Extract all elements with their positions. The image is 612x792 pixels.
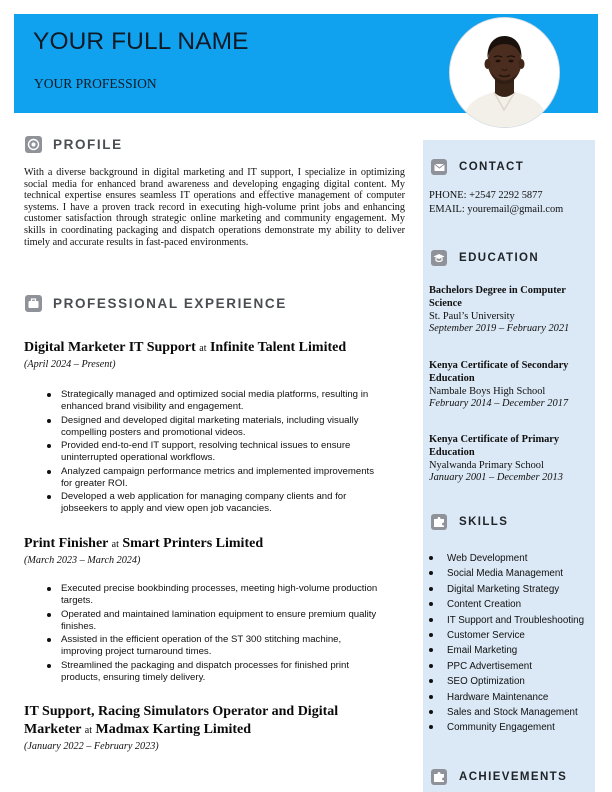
- education-heading: [431, 250, 539, 266]
- list-item: Customer Service: [429, 628, 584, 643]
- achievements-heading: [431, 769, 567, 785]
- education-school: St. Paul’s University: [429, 310, 515, 322]
- full-name: YOUR FULL NAME: [33, 28, 249, 55]
- job-dates: (January 2022 – February 2023): [24, 741, 159, 752]
- briefcase-icon: [25, 295, 42, 312]
- portrait-illustration: [450, 18, 559, 127]
- list-item: Content Creation: [429, 597, 584, 612]
- job-title: [24, 535, 404, 554]
- education-degree: Kenya Certificate of Secondary Education: [429, 360, 569, 384]
- contact-phone: PHONE: +2547 2292 5877: [429, 190, 543, 201]
- education-item: [429, 360, 589, 411]
- list-item: Analyzed campaign performance metrics and implemented improvements for greater ROI.: [41, 466, 381, 490]
- list-item: Hardware Maintenance: [429, 690, 584, 705]
- job-dates: (March 2023 – March 2024): [24, 555, 141, 566]
- education-dates: February 2014 – December 2017: [429, 398, 569, 410]
- list-item: SEO Optimization: [429, 674, 584, 689]
- graduation-cap-icon: [431, 250, 447, 266]
- education-dates: January 2001 – December 2013: [429, 472, 563, 484]
- contact-heading: [431, 159, 524, 175]
- profile-heading-label: PROFILE: [53, 137, 123, 152]
- list-item: Email Marketing: [429, 643, 584, 658]
- list-item: Digital Marketing Strategy: [429, 582, 584, 597]
- list-item: Social Media Management: [429, 566, 584, 581]
- list-item: Sales and Stock Management: [429, 705, 584, 720]
- experience-heading-label: PROFESSIONAL EXPERIENCE: [53, 296, 287, 311]
- job-duties-list: [41, 583, 381, 685]
- education-item: [429, 434, 589, 485]
- puzzle-icon: [431, 514, 447, 530]
- skills-heading: [431, 514, 508, 530]
- contact-heading-label: CONTACT: [459, 161, 525, 173]
- education-dates: September 2019 – February 2021: [429, 323, 570, 335]
- list-item: PPC Advertisement: [429, 659, 584, 674]
- job-at: at: [84, 725, 92, 736]
- achievements-heading-label: ACHIEVEMENTS: [459, 771, 568, 783]
- job-company: Smart Printers Limited: [122, 536, 264, 551]
- skills-heading-label: SKILLS: [459, 516, 509, 528]
- education-item: [429, 285, 589, 336]
- list-item: Executed precise bookbinding processes, meeting high-volume production targets.: [41, 583, 381, 607]
- education-school: Nambale Boys High School: [429, 385, 546, 397]
- list-item: Web Development: [429, 551, 584, 566]
- list-item: Provided end-to-end IT support, resolving technical issues to ensure uninterrupted operational workflows.: [41, 440, 381, 464]
- puzzle-icon: [431, 769, 447, 785]
- job-dates: (April 2024 – Present): [24, 359, 116, 370]
- job-title: [24, 339, 404, 358]
- experience-heading: [25, 295, 287, 312]
- target-icon: [25, 136, 42, 153]
- job-company: Madmax Karting Limited: [95, 722, 252, 737]
- envelope-icon: [431, 159, 447, 175]
- profile-heading: [25, 136, 123, 153]
- contact-email: EMAIL: youremail@gmail.com: [429, 204, 564, 215]
- list-item: Strategically managed and optimized social media platforms, resulting in enhanced brand visibility and engagement.: [41, 389, 381, 413]
- list-item: Community Engagement: [429, 720, 584, 735]
- education-degree: Bachelors Degree in Computer Science: [429, 285, 566, 309]
- education-school: Nyalwanda Primary School: [429, 459, 544, 471]
- education-heading-label: EDUCATION: [459, 252, 540, 264]
- list-item: Developed a web application for managing company clients and for jobseekers to apply and view open job vacancies.: [41, 491, 381, 515]
- job-role: Digital Marketer IT Support: [24, 340, 196, 355]
- list-item: Operated and maintained lamination equipment to ensure premium quality finishes.: [41, 609, 381, 633]
- profile-photo: [450, 18, 559, 127]
- job-at: at: [111, 539, 119, 550]
- job-role: IT Support, Racing Simulators Operator and Digital Marketer: [24, 704, 339, 737]
- job-title: [24, 703, 354, 740]
- education-degree: Kenya Certificate of Primary Education: [429, 434, 560, 458]
- skills-list: [429, 551, 584, 736]
- list-item: Streamlined the packaging and dispatch processes for finished print products, ensuring timely delivery.: [41, 660, 381, 684]
- list-item: IT Support and Troubleshooting: [429, 613, 584, 628]
- job-at: at: [199, 343, 207, 354]
- job-role: Print Finisher: [24, 536, 109, 551]
- profession: YOUR PROFESSION: [34, 76, 157, 91]
- list-item: Designed and developed digital marketing materials, including visually compelling posters and promotional videos.: [41, 415, 381, 439]
- job-company: Infinite Talent Limited: [209, 340, 347, 355]
- list-item: Assisted in the efficient operation of the ST 300 stitching machine, improving project turnaround times.: [41, 634, 381, 658]
- profile-summary: With a diverse background in digital marketing and IT support, I specialize in optimizing social media for enhanced brand awareness and developing engaging digital content. My technical expertise ensures seamless IT operations and effective management of computer systems. I have a proven track record in executing high-volume print jobs and enhancing customer satisfaction through strategic online marketing and community engagement. My skills in coordinating packaging and dispatch operations demonstrate my ability to deliver timely and accurate results in fast-paced environments.: [24, 167, 405, 248]
- job-duties-list: [41, 389, 381, 517]
